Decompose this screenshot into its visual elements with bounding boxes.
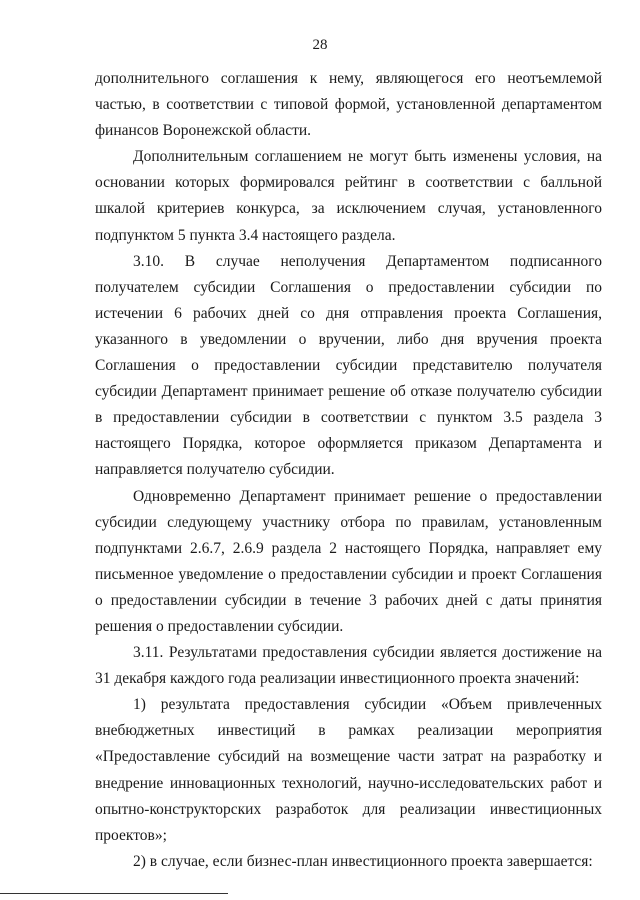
paragraph-simultaneously: Одновременно Департамент принимает решение о предоставлении субсидии следующему участнику отбора по правилам, установленным подпунктами 2.6.7, 2.6.9 раздела 2 настоящего Порядка, направляет ему письменное уведомление о предоставлении субсидии и проект Соглашения о предоставлении субсидии в течение 3 рабочих дней с даты принятия решения о предоставлении субсидии.: [95, 487, 602, 635]
paragraph-3-11: 3.11. Результатами предоставления субсидии является достижение на 31 декабря каждого года реализации инвестиционного проекта значений:: [95, 644, 602, 688]
list-item-1: 1) результата предоставления субсидии «Объем привлеченных внебюджетных инвестиций в рамках реализации мероприятия «Предоставление субсидий на возмещение части затрат на разработку и внедрение инновационных технологий, научно-исследовательских работ и опытно-конструкторских разработок для реализации инвестиционных проектов»;: [95, 696, 602, 844]
paragraph-continuation: дополнительного соглашения к нему, являющегося его неотъемлемой частью, в соответствии с типовой формой, установленной департаментом финансов Воронежской области.: [95, 70, 602, 140]
page-number: 28: [312, 37, 328, 53]
paragraph-3-10: 3.10. В случае неполучения Департаментом подписанного получателем субсидии Соглашения о предоставлении субсидии по истечении 6 рабочих дней со дня отправления проекта Соглашения, указанного в уведомлении о вручении, либо дня вручения проекта Соглашения о предоставлении субсидии представителю получателя субсидии Департамент принимает решение об отказе получателю субсидии в предоставлении субсидии в соответствии с пунктом 3.5 раздела 3 настоящего Порядка, которое оформляется приказом Департамента и направляется получателю субсидии.: [95, 252, 602, 479]
paragraph-additional-agreement: Дополнительным соглашением не могут быть изменены условия, на основании которых формировался рейтинг в соответствии с балльной шкалой критериев конкурса, за исключением случая, установленного подпунктом 5 пункта 3.4 настоящего раздела.: [95, 148, 602, 244]
footnote-separator-line: [0, 893, 228, 894]
list-item-2: 2) в случае, если бизнес-план инвестиционного проекта завершается:: [133, 852, 593, 870]
document-body: [95, 66, 602, 875]
